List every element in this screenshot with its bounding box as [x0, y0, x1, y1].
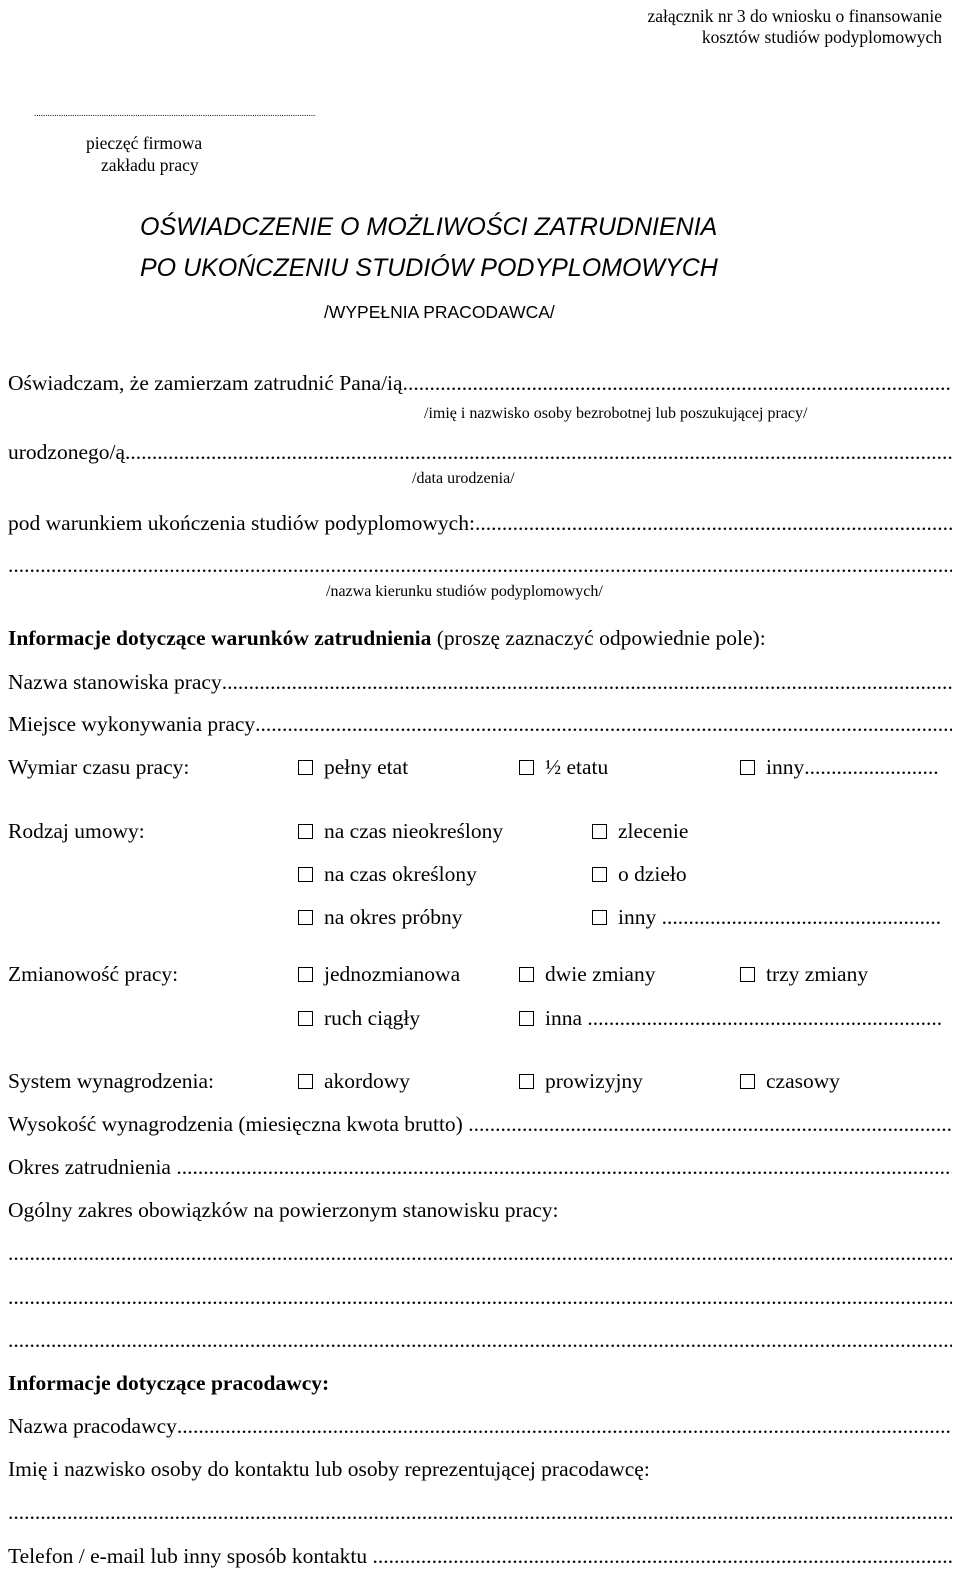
annex-line-1: załącznik nr 3 do wniosku o finansowanie [647, 6, 942, 26]
contract-indefinite-option[interactable]: na czas nieokreślony [298, 818, 503, 844]
period-label: Okres zatrudnienia [8, 1155, 177, 1179]
duties-field-2[interactable] [8, 1284, 952, 1310]
contract-other-option[interactable]: inny ..... [592, 904, 942, 930]
page-title-line-2: PO UKOŃCZENIU STUDIÓW PODYPLOMOWYCH [140, 254, 718, 282]
checkbox[interactable] [592, 867, 607, 882]
contact-person-field[interactable] [8, 1499, 952, 1525]
checkbox[interactable] [298, 1074, 313, 1089]
checkbox[interactable] [298, 824, 313, 839]
annex-line-2: kosztów studiów podyplomowych [701, 27, 942, 47]
checkbox[interactable] [740, 967, 755, 982]
contract-mandate-option[interactable]: zlecenie [592, 818, 688, 844]
pay-time-option[interactable]: czasowy [740, 1068, 840, 1094]
worktime-label: Wymiar czasu pracy: [8, 755, 190, 779]
pay-system-label: System wynagrodzenia: [8, 1069, 214, 1093]
place-field[interactable] [255, 711, 952, 737]
stamp-label-2: zakładu pracy [101, 155, 199, 175]
contract-work-option[interactable]: o dzieło [592, 861, 687, 887]
shifts-label: Zmianowość pracy: [8, 962, 179, 986]
worktime-full-option[interactable]: pełny etat [298, 754, 408, 780]
shift-single-option[interactable]: jednozmianowa [298, 961, 460, 987]
contract-other-field[interactable] [662, 904, 942, 930]
pay-commission-option[interactable]: prowizyjny [519, 1068, 643, 1094]
employment-heading: Informacje dotyczące warunków zatrudnienia (proszę zaznaczyć odpowiednie pole): [8, 626, 766, 650]
shift-other-option[interactable]: inna ..... [519, 1005, 942, 1031]
duties-field-1[interactable] [8, 1240, 952, 1266]
checkbox[interactable] [519, 1011, 534, 1026]
contract-label: Rodzaj umowy: [8, 819, 145, 843]
checkbox[interactable] [298, 910, 313, 925]
shift-triple-option[interactable]: trzy zmiany [740, 961, 868, 987]
person-name-caption: /imię i nazwisko osoby bezrobotnej lub poszukującej pracy/ [424, 405, 808, 422]
intro-label: Oświadczam, że zamierzam zatrudnić Pana/ią [8, 371, 403, 395]
checkbox[interactable] [592, 910, 607, 925]
worktime-other-field[interactable] [804, 754, 940, 780]
checkbox[interactable] [740, 760, 755, 775]
employer-heading: Informacje dotyczące pracodawcy: [8, 1371, 330, 1395]
employer-name-label: Nazwa pracodawcy [8, 1414, 177, 1438]
contact-person-label: Imię i nazwisko osoby do kontaktu lub osoby reprezentującej pracodawcę: [8, 1457, 650, 1481]
employer-name-field[interactable] [177, 1413, 952, 1439]
checkbox[interactable] [519, 967, 534, 982]
born-label: urodzonego/ą [8, 440, 126, 464]
checkbox[interactable] [298, 1011, 313, 1026]
studies-name-field-2[interactable] [8, 552, 952, 578]
studies-name-caption: /nazwa kierunku studiów podyplomowych/ [326, 583, 603, 600]
contract-trial-option[interactable]: na okres próbny [298, 904, 463, 930]
page-title-line-1: OŚWIADCZENIE O MOŻLIWOŚCI ZATRUDNIENIA [140, 213, 718, 241]
worktime-half-option[interactable]: ½ etatu [519, 754, 608, 780]
pay-piecework-option[interactable]: akordowy [298, 1068, 410, 1094]
place-label: Miejsce wykonywania pracy [8, 712, 256, 736]
phone-label: Telefon / e-mail lub inny sposób kontaktu [8, 1544, 373, 1568]
checkbox[interactable] [592, 824, 607, 839]
checkbox[interactable] [519, 760, 534, 775]
position-field[interactable] [222, 669, 952, 695]
page-subtitle: /WYPEŁNIA PRACODAWCA/ [324, 302, 555, 322]
salary-field[interactable] [468, 1111, 952, 1137]
checkbox[interactable] [298, 867, 313, 882]
period-field[interactable] [176, 1154, 952, 1180]
duties-field-3[interactable] [8, 1327, 952, 1353]
stamp-dotted-line [34, 106, 316, 120]
salary-label: Wysokość wynagrodzenia (miesięczna kwota brutto) [8, 1112, 469, 1136]
duties-label: Ogólny zakres obowiązków na powierzonym stanowisku pracy: [8, 1198, 559, 1222]
contract-fixed-option[interactable]: na czas określony [298, 861, 477, 887]
shift-double-option[interactable]: dwie zmiany [519, 961, 655, 987]
condition-label: pod warunkiem ukończenia studiów podyplomowych: [8, 511, 475, 535]
checkbox[interactable] [740, 1074, 755, 1089]
shift-continuous-option[interactable]: ruch ciągły [298, 1005, 420, 1031]
birth-date-caption: /data urodzenia/ [412, 470, 515, 487]
position-label: Nazwa stanowiska pracy [8, 670, 222, 694]
shift-other-field[interactable] [587, 1005, 942, 1031]
checkbox[interactable] [298, 967, 313, 982]
checkbox[interactable] [298, 760, 313, 775]
person-name-field[interactable] [403, 370, 952, 396]
birth-date-field[interactable] [125, 439, 952, 465]
studies-name-field[interactable] [475, 510, 952, 536]
checkbox[interactable] [519, 1074, 534, 1089]
phone-field[interactable] [373, 1543, 952, 1569]
stamp-label-1: pieczęć firmowa [86, 133, 203, 153]
worktime-other-option[interactable]: inny ..... [740, 754, 940, 780]
